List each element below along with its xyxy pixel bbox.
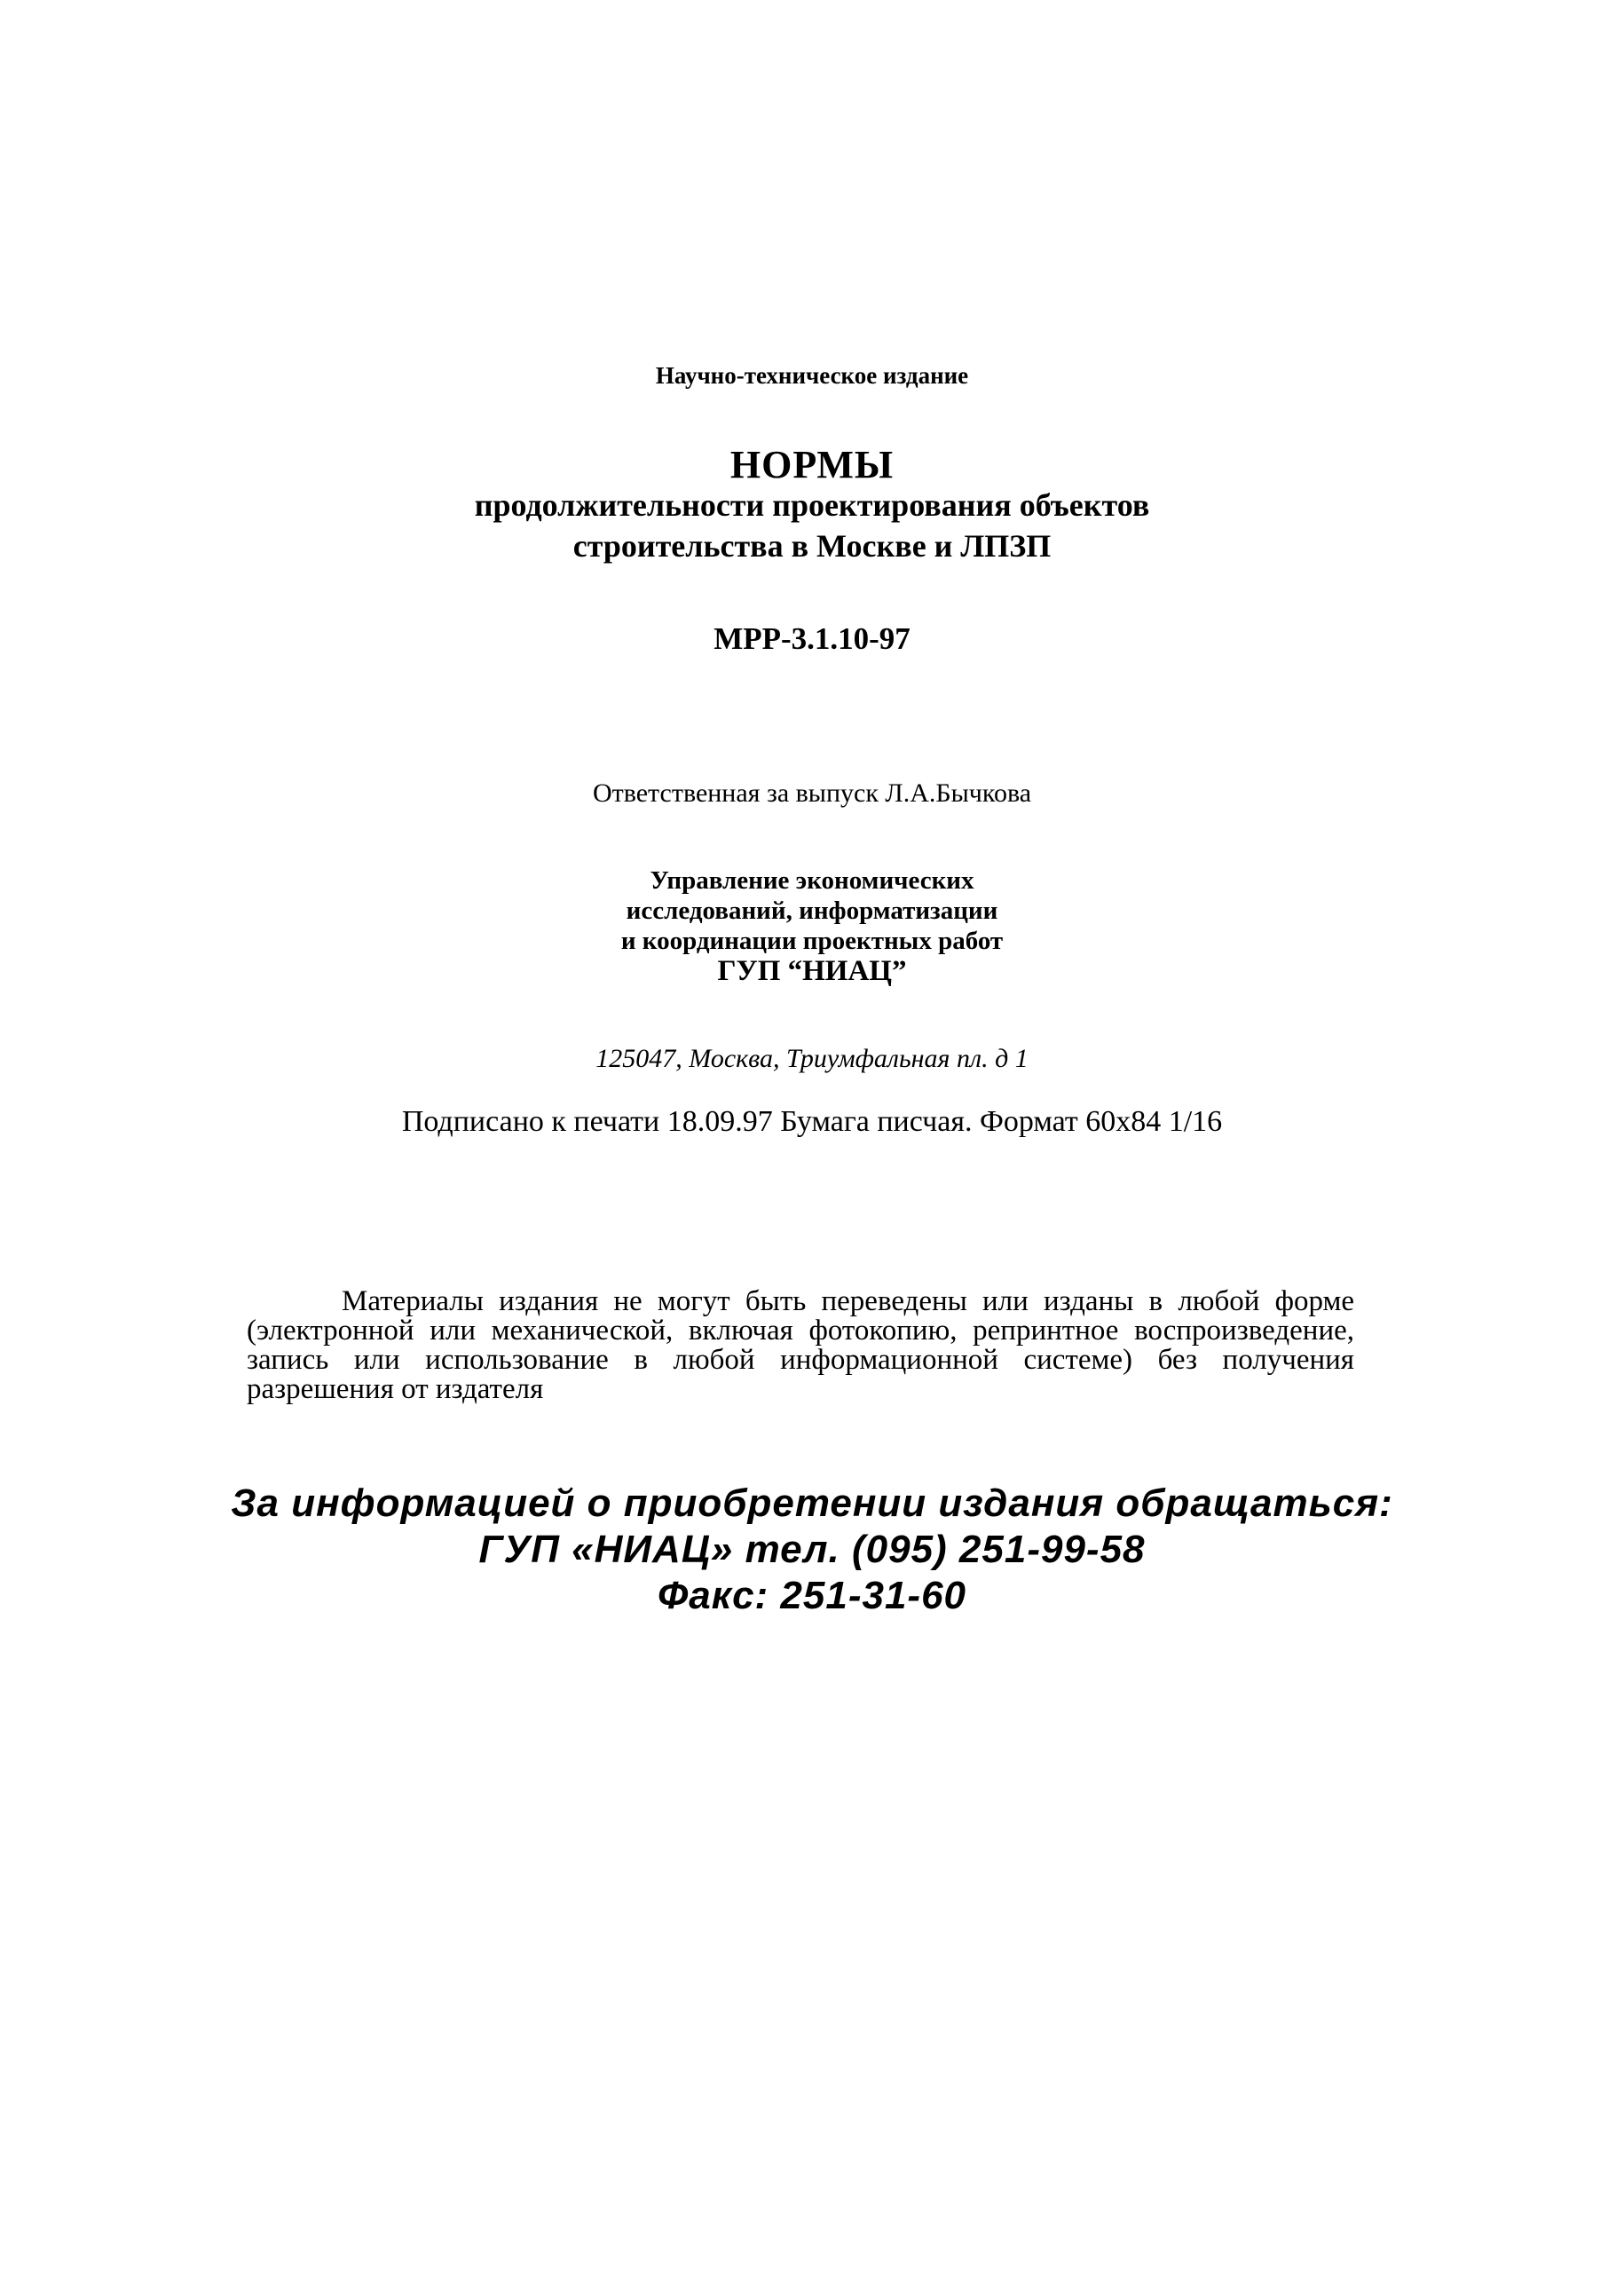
subtitle-line-2: строительства в Москве и ЛПЗП xyxy=(572,528,1052,564)
publisher-organization xyxy=(0,865,1624,986)
print-info: Подписано к печати 18.09.97 Бумага писчая. Формат 60x84 1/16 xyxy=(401,1105,1223,1138)
document-subtitle xyxy=(0,485,1624,566)
org-line-3: и координации проектных работ xyxy=(620,927,1004,955)
purchase-line-2: ГУП «НИАЦ» тел. (095) 251-99-58 xyxy=(478,1528,1146,1571)
copyright-notice xyxy=(247,1287,1354,1404)
org-line-1: Управление экономических xyxy=(650,866,974,895)
document-code: МРР-3.1.10-97 xyxy=(713,621,911,656)
org-line-2: исследований, информатизации xyxy=(626,897,998,925)
responsible-person: Ответственная за выпуск Л.А.Бычкова xyxy=(592,778,1032,808)
publisher-address: 125047, Москва, Триумфальная пл. д 1 xyxy=(595,1044,1029,1073)
copyright-text: Материалы издания не могут быть переведены или изданы в любой форме (электронной или механической, включая фотокопию, репринтное воспроизведение, запись или использование в любой информационной системе) без получения разрешения от издателя xyxy=(247,1285,1354,1405)
document-title: НОРМЫ xyxy=(729,443,895,486)
purchase-info xyxy=(0,1481,1624,1619)
purchase-line-3: Факс: 251-31-60 xyxy=(657,1574,967,1617)
purchase-line-1: За информацией о приобретении издания обращаться: xyxy=(231,1481,1393,1525)
edition-type: Научно-техническое издание xyxy=(655,362,969,389)
org-name: ГУП “НИАЦ” xyxy=(717,955,907,987)
subtitle-line-1: продолжительности проектирования объектов xyxy=(474,487,1150,523)
